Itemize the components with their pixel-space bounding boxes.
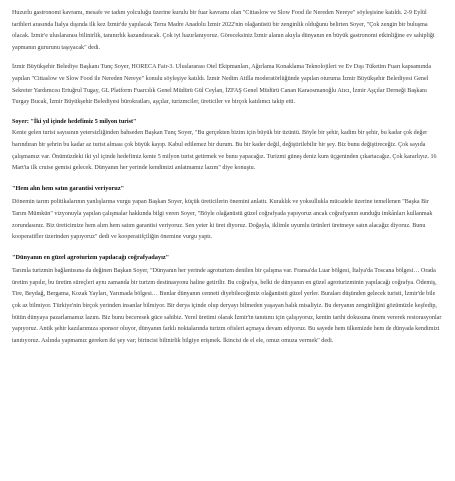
guarantee-paragraph: Dönemin tarım politikalarının yanlışlarına vurgu yapan Başkan Soyer, küçük üreticilerin önemini anlattı. Kuraklık ve yoksullukla mücadele üzerine temellenen "Başka Bir Tarım Mümkün" vizyonuyla yapılan çalışmalar hakkında bilgi veren Soyer, "Böyle olağanüstü güzel coğrafyada yapıyoruz ancak coğrafyanın sunduğu imkânları kullanmak zorundasınız. Biz üreticimize hem alım hem satım garantisi veriyoruz. Sen yeter ki üret diyoruz. Doğayla, iklimle uyumlu ürünleri üretmeye satın alacağız diyoruz. Bunu kooperatifler üzerinden yapıyoruz" dedi ve kooperatifçiliğin önemine vurgu yaptı. (12, 199, 433, 241)
tourism-paragraph (12, 117, 443, 175)
intro-paragraph: Huzurlu gastronomi kavramı, mesafe ve tadım yolculuğu üzerine kurulu bir fuar kavramı olan "Cittaslow ve Slow Food ile Nereden Nereye" söyleşisine katıldı. 2-9 Eylül tarihleri arasında İtalya dışında ilk kez İzmir'de yapılacak Terra Madre Anadolu İzmir 2022'nin olağanüstü bir zenginlik olduğunu belirten Soyer, "Çok zengin bir buluşma olacak. İzmir'e uluslararası bilinirlik, tanınırlık kazandıracak. Çok iyi hazırlanıyoruz. Göreceksiniz İzmir alanın akıyla dünyanın en büyük gastronomi etkinliğine ev sahipliği yapmanın gururunu taşıyacak" dedi. (12, 10, 435, 51)
event-paragraph: İzmir Büyükşehir Belediye Başkanı Tunç Soyer, HORECA Fair-3. Uluslararası Otel Ekipmanları, Ağırlama Konaklama Teknolojileri ve Ev Dışı Tüketim Fuarı kapsamında yapılan "Cittaslow ve Slow Food ile Nereden Nereye" konulu söyleşiye katıldı. İzmir Nedim Atilla moderatörlüğünde yapılan oturuma İzmir Büyükşehir Belediyesi Genel Sekreter Yardımcısı Ertuğrul Tugay, GL Platform Fuarcılık Genel Müdürü Gül Ceylan, İZFAŞ Genel Müdürü Canan Karaosmanoğlu Atıcı, İzmir Aşçılar Derneği Başkanı Turgay Bucak, İzmir Büyükşehir Belediyesi bürokratları, aşçılar, turizmciler, üreticiler ve birçok katılımcı takip etti. (12, 64, 432, 106)
tourism-text: Kente gelen turist sayısının yetersizliğinden bahseden Başkan Tunç Soyer, "Bu gerçekten bizim için büyük bir üzüntü. Böyle bir şehir, kadim bir şehir, bu kadar çok değer barındıran bir şehrin bu kadar az turist alması çok büyük kayıp. Kabul edilemez bir durum. Bu bir kader değil, değiştirilebilir bir şey. Biz bunu değiştireceğiz. Çok sayıda çalışmamız var. Önümüzdeki iki yıl içinde hedefimiz kente 5 milyon turist getirmek ve bunu yapacağız. Turizmi güneş deniz kum üçgeninden çıkartacağız. Çok kararlıyız. 16 Mart'ta ilk cruise gemisi gelecek. Dünyanın her yerinde kendimizi anlatmamız lazım" diye konuştu. (12, 130, 437, 172)
agrotourism-paragraph: Tarımla turizmin bağlantısına da değinen Başkan Soyer, "Dünyanın her yerinde agroturizm denilen bir çalışma var. Fransa'da Luar bölgesi, İtalya'da Toscana bölgesi… Orada üretim yapılır, bu üretim süreçleri aynı zamanda bir turizm destinasyonu haline getirilir. Bu coğrafya, belki de dünyanın en güzel agroturizminin yapılacağı coğrafya. Ödemiş, Tire, Beydağ, Bergama, Kozak Yayları, Yarımada bölgesi… Bunlar dünyanın cenneti diyebileceğimiz olağanüstü güzel yerler. Buraları düşünden gelecek turisti, İzmir'de bile çok az bilmiyor. Türkiye'nin birçok yerinden insanlar bilmiyor. Bir derya içinde olup deryayı bilmeden yaşayan balık misaliyiz. Bu deryanın zenginliğini gözümüzle keşfedip, bütün dünyaya pazarlamamız lazım. Biz bunu beceresek güce sahibiz. Yerel üretimi olarak İzmir'in tanıtımı için çalışıyoruz, kentin tarihi dokusuna önem vererek restorasyonlar yapıyoruz. Antik şehir kazılarımıza sponsor oluyor, dünyanın farklı noktalarında turizm ofisleri açmaya devam ediyoruz. Bu sayede hem ülkemizde hem de dünyada kendimizi tanıtıyoruz. Aslında yapmamız gereken iki şey var; birincisi bilinirlik bilgiye erişmek. İkincisi de el ele, omuz omuza vermek" dedi. (12, 268, 442, 344)
tourism-lead: Soyer: "İki yıl içinde hedefimiz 5 milyon turist" (12, 118, 137, 125)
section-heading-guarantee: "Hem alın hem satın garantisi veriyoruz" (12, 184, 125, 192)
section-heading-agrotourism: "Dünyanın en güzel agroturizm yapılacağı coğrafyadayız" (12, 253, 170, 261)
